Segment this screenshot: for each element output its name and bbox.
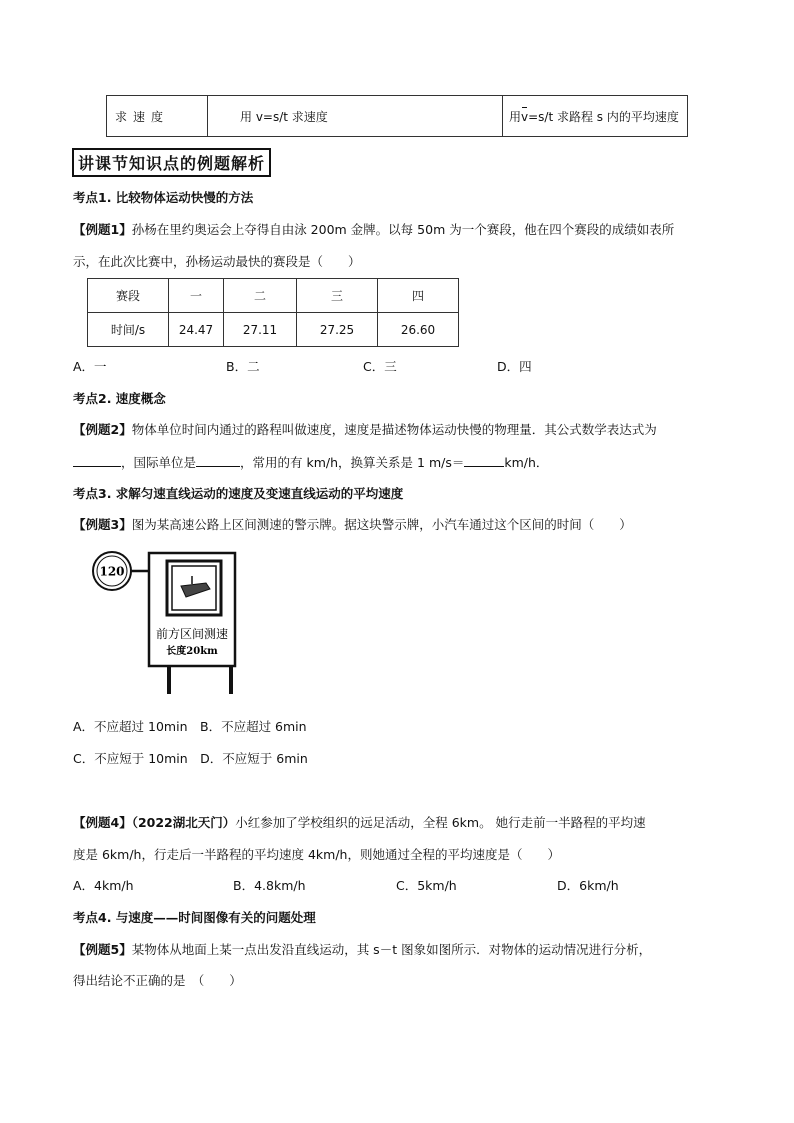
ex4-option-a: A．4km/h: [73, 878, 134, 893]
ex1-option-c: C．三: [363, 359, 397, 374]
answer-blank: [73, 454, 121, 467]
formula-table: [106, 95, 688, 137]
table-row: [88, 313, 459, 347]
ex2-seg1: ，国际单位是: [121, 455, 197, 470]
speed-check-sign-figure: [90, 548, 240, 694]
ex2-text1: 物体单位时间内通过的路程叫做速度，速度是描述物体运动快慢的物理量．其公式数学表达式为: [131, 422, 657, 437]
ex1-line1: [73, 220, 674, 238]
answer-blank: [196, 454, 240, 467]
table-cell: 时间/s: [88, 313, 169, 347]
kp4-title: 考点4. 与速度——时间图像有关的问题处理: [73, 910, 316, 925]
ex5-tag: 【例题5】: [73, 942, 132, 957]
ex2-line1: [73, 420, 657, 438]
race-split-table: [87, 278, 459, 347]
formula-table-label: 求速度: [107, 96, 208, 137]
ex4-line1: [73, 813, 646, 831]
v-bar-symbol: v: [521, 109, 529, 124]
kp3-title: 考点3. 求解匀速直线运动的速度及变速直线运动的平均速度: [73, 486, 404, 501]
ex1-text1: 孙杨在里约奥运会上夺得自由泳 200m 金牌。以每 50m 为一个赛段，他在四个赛段的成绩如表所: [131, 222, 675, 237]
ex4-tag: 【例题4】: [73, 815, 132, 830]
ex2-tag: 【例题2】: [73, 422, 132, 437]
ex4-source: （2022湖北天门）: [131, 815, 236, 830]
table-row: [88, 279, 459, 313]
ex1-line2: 示，在此次比赛中，孙杨运动最快的赛段是（ ）: [73, 254, 361, 269]
ex1-option-d: D．四: [497, 359, 532, 374]
table-header-cell: 三: [297, 279, 378, 313]
ex3-options-row1: A．不应超过 10min B．不应超过 6min: [73, 719, 307, 734]
table-header-cell: 四: [378, 279, 459, 313]
ex5-text1: 某物体从地面上某一点出发沿直线运动，其 s－t 图象如图所示．对物体的运动情况进行分析，: [131, 942, 652, 957]
section-title: 讲课节知识点的例题解析: [72, 148, 271, 177]
ex1-option-a: A．一: [73, 359, 107, 374]
ex5-line1: [73, 940, 651, 958]
kp2-title: 考点2. 速度概念: [73, 391, 166, 406]
ex5-line2: 得出结论不正确的是 （ ）: [73, 973, 242, 988]
formula-uniform-speed: 用 v=s/t 求速度: [208, 96, 503, 137]
table-header-cell: 赛段: [88, 279, 169, 313]
formula-average-speed: [503, 96, 688, 137]
table-cell: 27.25: [297, 313, 378, 347]
ex1-option-b: B．二: [226, 359, 260, 374]
table-header-cell: 一: [169, 279, 224, 313]
kp1-title: 考点1. 比较物体运动快慢的方法: [73, 190, 254, 205]
ex3-tag: 【例题3】: [73, 517, 132, 532]
ex4-text1: 小红参加了学校组织的远足活动，全程 6km。 她行走前一半路程的平均速: [235, 815, 646, 830]
ex4-option-b: B．4.8km/h: [233, 878, 306, 893]
ex3-text: 图为某高速公路上区间测速的警示牌。据这块警示牌，小汽车通过这个区间的时间（ ）: [131, 517, 632, 532]
speed-limit-text: 120: [99, 564, 125, 579]
formula-rest: =s/t 求路程 s 内的平均速度: [528, 109, 679, 124]
table-cell: 24.47: [169, 313, 224, 347]
ex1-tag: 【例题1】: [73, 222, 132, 237]
sign-text-line2: 长度20km: [166, 646, 218, 657]
ex3-options-row2: C．不应短于 10min D．不应短于 6min: [73, 751, 308, 766]
ex4-option-c: C．5km/h: [396, 878, 457, 893]
table-cell: 27.11: [224, 313, 297, 347]
ex2-line2: [73, 453, 548, 471]
table-header-cell: 二: [224, 279, 297, 313]
ex2-seg3: km/h．: [504, 455, 549, 470]
sign-text-line1: 前方区间测速: [155, 627, 229, 641]
ex4-option-d: D．6km/h: [557, 878, 619, 893]
ex2-seg2: ，常用的有 km/h，换算关系是 1 m/s＝: [240, 455, 465, 470]
answer-blank: [464, 454, 504, 467]
ex4-line2: 度是 6km/h，行走后一半路程的平均速度 4km/h，则她通过全程的平均速度是（ ）: [73, 847, 560, 862]
table-cell: 26.60: [378, 313, 459, 347]
formula-prefix: 用: [509, 109, 522, 124]
ex3-line1: [73, 515, 632, 533]
